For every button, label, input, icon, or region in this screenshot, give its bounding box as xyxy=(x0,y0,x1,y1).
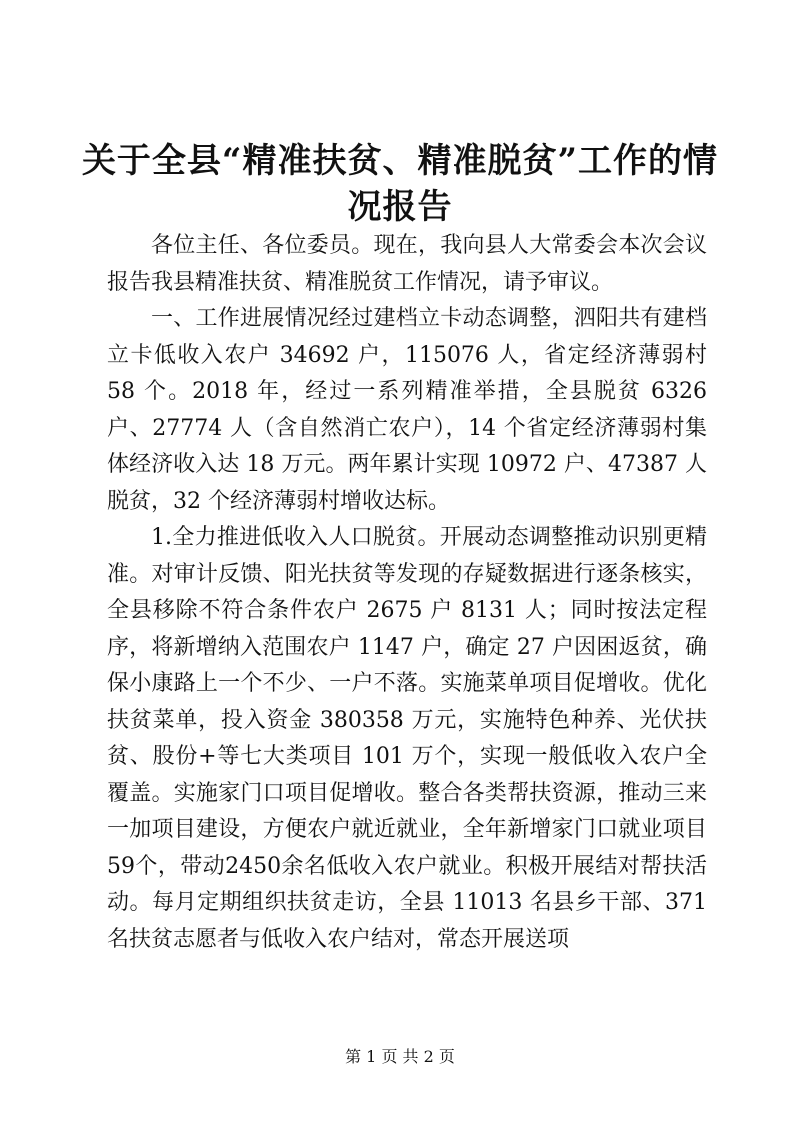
paragraph-poverty-reduction: 1.全力推进低收入人口脱贫。开展动态调整推动识别更精准。对审计反馈、阳光扶贫等发现的存疑数据进行逐条核实，全县移除不符合条件农户 2675 户 8131 人；同时按法定程序，将新增纳入范围农户 1147 户，确定 27 户因困返贫，确保小康路上一个不少、一户不落。实施菜单项目促增收。优化扶贫菜单，投入资金 380358 万元，实施特色种养、光伏扶贫、股份+等七大类项目 101 万个，实现一般低收入农户全覆盖。实施家门口项目促增收。整合各类帮扶资源，推动三来一加项目建设，方便农户就近就业，全年新增家门口就业项目59个，带动2450余名低收入农户就业。积极开展结对帮扶活动。每月定期组织扶贫走访，全县 11013 名县乡干部、371 名扶贫志愿者与低收入农户结对，常态开展送项 xyxy=(107,525,707,952)
document-body xyxy=(107,228,707,958)
paragraph-greeting: 各位主任、各位委员。现在，我向县人大常委会本次会议报告我县精准扶贫、精准脱贫工作情况，请予审议。 xyxy=(107,233,707,295)
page-footer: 第 1 页 共 2 页 xyxy=(345,1047,455,1066)
paragraph-progress-overview: 一、工作进展情况经过建档立卡动态调整，泗阳共有建档立卡低收入农户 34692 户，115076 人，省定经济薄弱村 58 个。2018 年，经过一系列精准举措，全县脱贫 6326 户、27774 人（含自然消亡农户），14 个省定经济薄弱村集体经济收入达 18 万元。两年累计实现 10972 户、47387 人脱贫，32 个经济薄弱村增收达标。 xyxy=(107,306,707,514)
document-title: 关于全县“精准扶贫、精准脱贫”工作的情况报告 xyxy=(81,141,719,227)
